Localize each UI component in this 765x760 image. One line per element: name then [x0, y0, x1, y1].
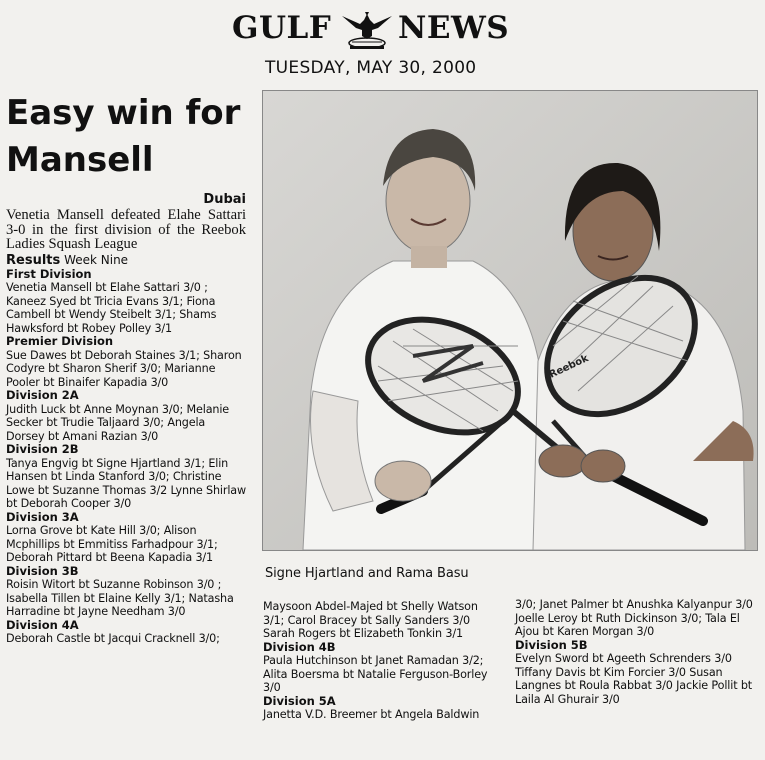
section-results: Tanya Engvig bt Signe Hjartland 3/1; Elin Hansen bt Linda Stanford 3/0; Christine Lowe bt Suzanne Thomas 3/2 Lynne Shirlaw bt Deborah Cooper 3/0: [6, 456, 246, 510]
section-results: Judith Luck bt Anne Moynan 3/0; Melanie Secker bt Trudie Taljaard 3/0; Angela Dorsey bt Amani Razian 3/0: [6, 402, 230, 443]
section-results: Paula Hutchinson bt Janet Ramadan 3/2; Alita Boersma bt Natalie Ferguson-Borley 3/0: [263, 654, 488, 694]
photo-caption: Signe Hjartland and Rama Basu: [265, 566, 469, 581]
results-week: Week Nine: [64, 252, 129, 267]
section-results: Evelyn Sword bt Ageeth Schrenders 3/0 Tiffany Davis bt Kim Forcier 3/0 Susan Langnes bt Roula Rabbat 3/0 Jackie Pollit bt Laila Al Ghurair 3/0: [515, 652, 753, 706]
racket-brand-label: Reebok: [547, 353, 591, 381]
section-results: Venetia Mansell bt Elahe Sattari 3/0 ; Kaneez Syed bt Tricia Evans 3/1; Fiona Cambell bt Wendy Steibelt 3/1; Shams Hawksford bt Robey Polley 3/1: [6, 281, 217, 335]
masthead-name-right: NEWS: [398, 10, 510, 46]
section-results: Janetta V.D. Breemer bt Angela Baldwin: [263, 708, 480, 721]
lead-paragraph: Venetia Mansell defeated Elahe Sattari 3-0 in the first division of the Reebok Ladies Squash League: [6, 207, 246, 252]
section-heading: Division 5B: [515, 637, 588, 652]
news-photo: [262, 90, 758, 551]
section-heading: Division 3B: [6, 563, 79, 578]
section-heading: Division 4A: [6, 617, 79, 632]
section-heading: Division 2A: [6, 388, 79, 402]
section-results: Lorna Grove bt Kate Hill 3/0; Alison Mcphillips bt Emmitiss Farhadpour 3/1; Deborah Pittard bt Beena Kapadia 3/1: [6, 524, 218, 564]
masthead-name-left: GULF: [232, 10, 332, 46]
falcon-emblem-icon: [338, 6, 396, 52]
results-label: Results: [6, 252, 61, 268]
section-results: Sue Dawes bt Deborah Staines 3/1; Sharon Codyre bt Sharon Sherif 3/0; Marianne Pooler bt Binaifer Kapadia 3/0: [6, 348, 242, 389]
section-heading: Division 2B: [6, 442, 79, 456]
continued-results: Maysoon Abdel-Majed bt Shelly Watson 3/1; Carol Bracey bt Sally Sanders 3/0 Sarah Rogers bt Elizabeth Tonkin 3/1: [263, 600, 478, 640]
issue-date: TUESDAY, MAY 30, 2000: [265, 58, 477, 78]
section-heading: Division 3A: [6, 509, 79, 524]
left-column: [6, 192, 246, 646]
section-heading: Division 5A: [263, 693, 336, 708]
section-heading: Premier Division: [6, 334, 114, 348]
masthead: [230, 6, 510, 50]
right-column: [515, 598, 757, 706]
headline: Easy win for Mansell: [6, 93, 241, 180]
continued-results: 3/0; Janet Palmer bt Anushka Kalyanpur 3/0 Joelle Leroy bt Ruth Dickinson 3/0; Tala El Ajou bt Karen Morgan 3/0: [515, 598, 753, 638]
section-results: Roisin Witort bt Suzanne Robinson 3/0 ; Isabella Tillen bt Elaine Kelly 3/1; Natasha Harradine bt Jayne Needham 3/0: [6, 578, 234, 618]
results-heading: [6, 253, 246, 268]
dateline-place: Dubai: [203, 192, 246, 207]
section-results: Deborah Castle bt Jacqui Cracknell 3/0;: [6, 632, 220, 645]
middle-column: [263, 600, 499, 722]
section-heading: First Division: [6, 266, 92, 281]
section-heading: Division 4B: [263, 639, 336, 654]
